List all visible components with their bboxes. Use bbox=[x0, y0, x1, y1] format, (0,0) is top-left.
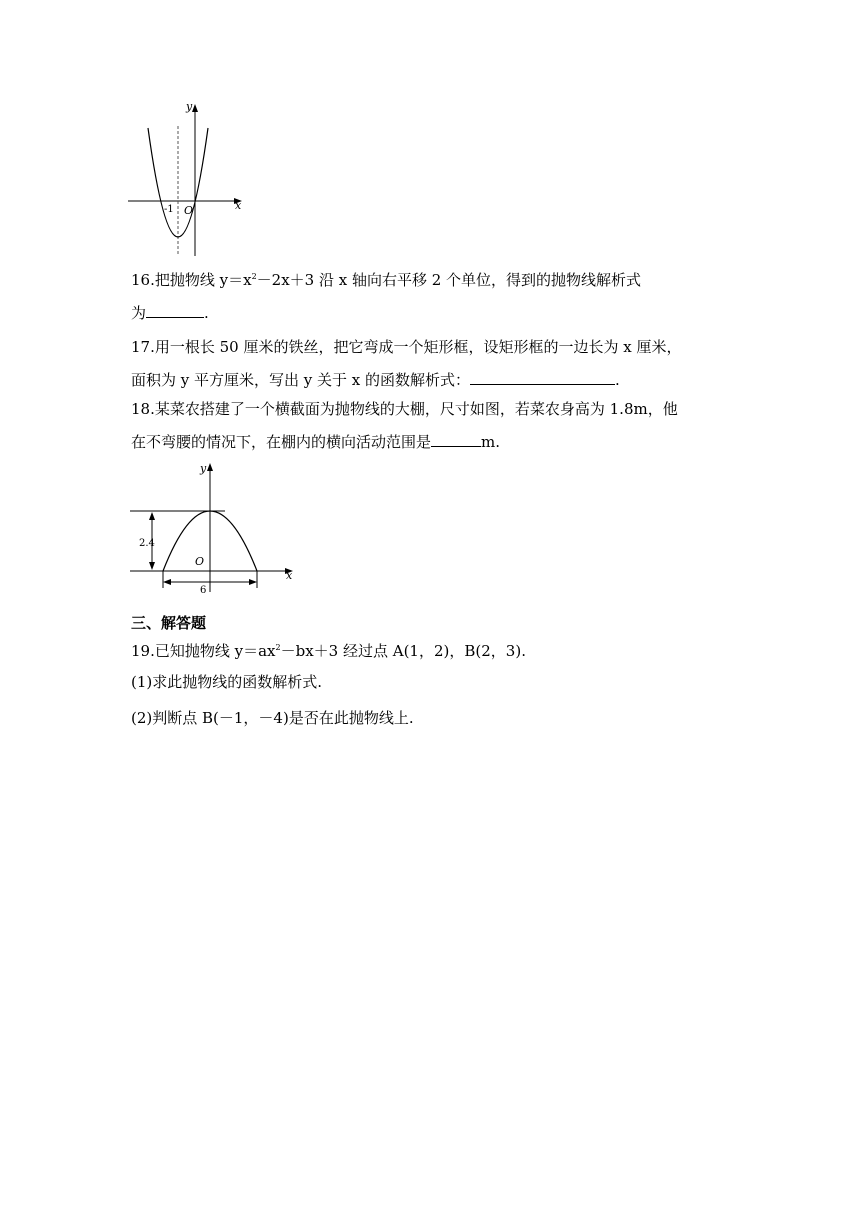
height-arrow-top bbox=[149, 512, 155, 520]
q16-text-c: 为 bbox=[131, 304, 147, 322]
q19-line1 bbox=[131, 641, 526, 661]
q17-period: . bbox=[615, 371, 620, 389]
y-axis-arrow bbox=[207, 463, 213, 471]
q18-text-a: 18.某菜农搭建了一个横截面为抛物线的大棚，尺寸如图，若菜农身高为 1.8m，他 bbox=[131, 400, 678, 418]
origin-label: O bbox=[195, 555, 205, 568]
height-arrow-bottom bbox=[149, 562, 155, 570]
q17-answer-blank[interactable] bbox=[470, 368, 615, 385]
q18-text-b: 在不弯腰的情况下，在棚内的横向活动范围是 bbox=[131, 433, 432, 451]
width-arrow-right bbox=[249, 579, 257, 585]
q18-line1 bbox=[131, 399, 678, 419]
x-axis-label: x bbox=[286, 569, 293, 582]
q16-text-b: －2x＋3 沿 x 轴向右平移 2 个单位，得到的抛物线解析式 bbox=[256, 271, 642, 289]
q16-line2 bbox=[131, 301, 209, 323]
q18-answer-blank[interactable] bbox=[431, 430, 481, 447]
q17-line2 bbox=[131, 368, 620, 390]
q19-superscript: 2 bbox=[275, 643, 281, 652]
y-axis-arrow bbox=[192, 104, 198, 112]
q17-line1 bbox=[131, 337, 681, 357]
q16-text-a: 16.把抛物线 y＝x bbox=[131, 271, 252, 289]
q16-answer-blank[interactable] bbox=[146, 301, 204, 318]
height-label: 2.4 bbox=[139, 538, 155, 549]
q17-text-a: 17.用一根长 50 厘米的铁丝，把它弯成一个矩形框，设矩形框的一边长为 x 厘米， bbox=[131, 338, 682, 356]
q16-period: . bbox=[204, 304, 209, 322]
q19-text-a: 19.已知抛物线 y＝ax bbox=[131, 642, 276, 660]
y-axis-label: y bbox=[186, 100, 193, 113]
y-axis-label: y bbox=[200, 462, 207, 475]
width-arrow-left bbox=[163, 579, 171, 585]
q18-unit: m. bbox=[481, 433, 501, 451]
section-title: 三、解答题 bbox=[131, 614, 207, 632]
figure-greenhouse-parabola bbox=[125, 458, 305, 598]
q16-superscript: 2 bbox=[251, 272, 257, 281]
x-axis-label: x bbox=[235, 199, 242, 212]
width-label: 6 bbox=[200, 585, 207, 596]
q16-line1 bbox=[131, 270, 641, 290]
tick-label-neg1: -1 bbox=[164, 204, 174, 215]
q18-line2 bbox=[131, 430, 500, 452]
q19-text-b: －bx＋3 经过点 A(1，2)，B(2，3). bbox=[280, 642, 526, 660]
figure-parabola-vertex bbox=[120, 96, 250, 260]
q19-part2: (2)判断点 B(－1，－4)是否在此抛物线上. bbox=[131, 709, 414, 727]
q19-part1: (1)求此抛物线的函数解析式. bbox=[131, 673, 323, 691]
q17-text-b: 面积为 y 平方厘米，写出 y 关于 x 的函数解析式： bbox=[131, 371, 471, 389]
origin-label: O bbox=[184, 204, 194, 217]
